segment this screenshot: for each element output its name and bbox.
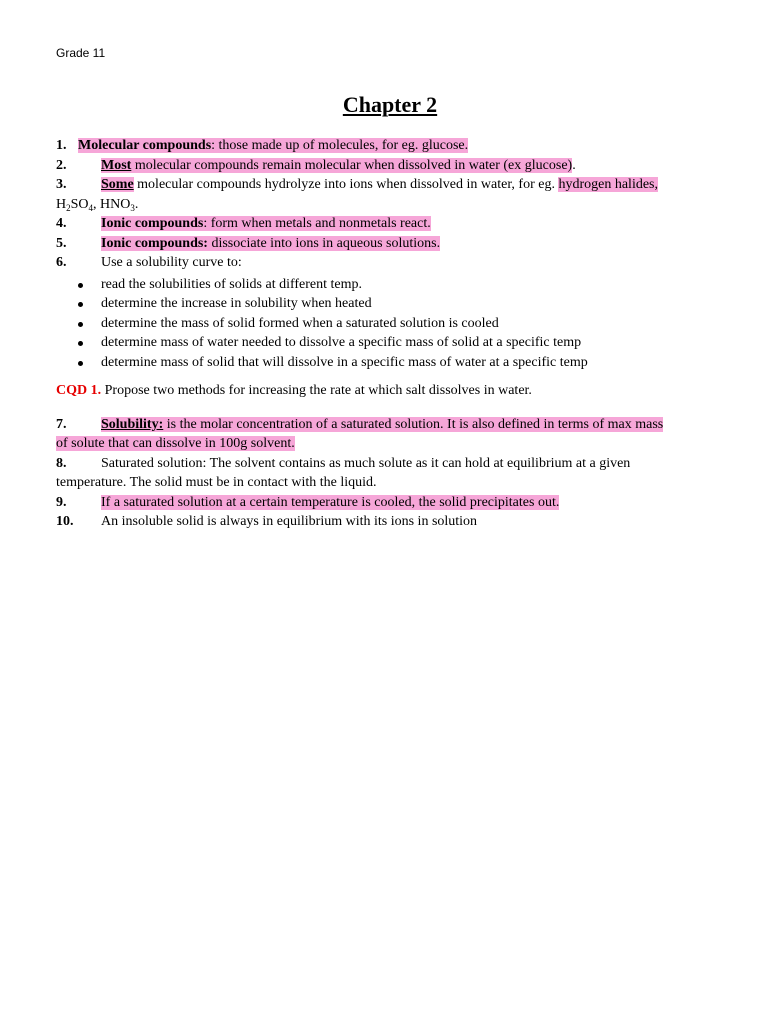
term: Ionic compounds:: [101, 235, 208, 251]
bullet-icon: [78, 283, 83, 288]
punct: .: [464, 138, 469, 153]
bullet-icon: [78, 341, 83, 346]
item-number: 5.: [56, 235, 67, 251]
item-6: [56, 253, 710, 273]
item-number: 9.: [56, 494, 67, 510]
list-item-text: read the solubilities of solids at different temp.: [101, 276, 363, 292]
list-item-text: determine the increase in solubility when heated: [101, 296, 372, 311]
item-text: dissociate into ions in aqueous solutions.: [207, 235, 441, 251]
cqd-label: CQD 1.: [56, 383, 102, 398]
subscript: 2: [66, 202, 71, 213]
bullet-list: [56, 275, 710, 373]
item-number: 10.: [56, 514, 74, 529]
term: Ionic compounds: [101, 216, 204, 231]
item-10: [56, 512, 710, 532]
list-item: [56, 275, 710, 295]
item-text: If a saturated solution at a certain temperature is cooled, the solid precipitates out.: [101, 494, 560, 510]
item-5: [56, 234, 710, 254]
list-item: [56, 314, 710, 334]
item-number: 4.: [56, 216, 67, 231]
example: glucose: [421, 138, 465, 153]
item-number: 1.: [56, 138, 67, 153]
term: Molecular compounds: [78, 138, 212, 153]
item-2: [56, 156, 710, 176]
item-1: [56, 136, 710, 156]
item-number: 6.: [56, 255, 67, 270]
subscript: 4: [88, 202, 94, 213]
item-7: [56, 415, 710, 454]
bullet-icon: [78, 302, 83, 307]
item-number: 7.: [56, 416, 67, 432]
item-text: : form when metals and nonmetals react.: [203, 216, 431, 231]
item-number: 8.: [56, 455, 67, 471]
list-item-text: determine mass of water needed to dissolve a specific mass of solid at a specific temp: [101, 335, 582, 350]
item-text: Use a solubility curve to:: [101, 255, 242, 270]
item-text: is the molar concentration of a saturated solution. It is also defined in terms of max mass: [163, 416, 664, 432]
notes-body: [56, 136, 710, 532]
grade-header: Grade 11: [56, 46, 106, 60]
item-text-continued: temperature. The solid must be in contact with the liquid.: [56, 475, 377, 490]
punct: .: [572, 157, 576, 173]
highlight: [101, 236, 440, 251]
list-item: [56, 294, 710, 314]
item-9: [56, 493, 710, 513]
term: Some: [101, 177, 134, 192]
item-text: molecular compounds remain molecular when dissolved in water (ex glucose): [131, 157, 573, 173]
example: hydrogen halides,: [558, 177, 658, 192]
item-text: Saturated solution: The solvent contains as much solute as it can hold at equilibrium at a given: [101, 455, 631, 471]
highlight: [78, 138, 468, 153]
spacer: [56, 401, 710, 415]
item-3: [56, 175, 710, 214]
punct: .: [134, 196, 139, 212]
list-item: [56, 333, 710, 353]
bullet-icon: [78, 361, 83, 366]
formula: H: [56, 196, 67, 212]
chapter-title: Chapter 2: [342, 92, 438, 117]
list-item: [56, 353, 710, 373]
item-8: [56, 454, 710, 493]
item-text: An insoluble solid is always in equilibrium with its ions in solution: [101, 514, 478, 529]
item-text-continued: of solute that can dissolve in 100g solvent.: [56, 436, 295, 451]
item-text: molecular compounds hydrolyze into ions when dissolved in water, for eg.: [133, 177, 559, 192]
bullet-icon: [78, 322, 83, 327]
list-item-text: determine mass of solid that will dissolve in a specific mass of water at a specific temp: [101, 354, 588, 370]
item-number: 3.: [56, 177, 67, 192]
subscript: 3: [130, 202, 135, 213]
highlight: [101, 417, 663, 432]
term: Solubility:: [101, 416, 164, 432]
item-4: [56, 214, 710, 234]
highlight: [101, 216, 431, 231]
formula: , HNO: [93, 196, 131, 212]
term: Most: [101, 157, 132, 173]
item-number: 2.: [56, 157, 67, 173]
list-item-text: determine the mass of solid formed when a saturated solution is cooled: [101, 315, 499, 331]
cqd-question: [56, 381, 710, 401]
formula: SO: [70, 196, 89, 212]
cqd-text: Propose two methods for increasing the rate at which salt dissolves in water.: [101, 383, 532, 398]
item-text: : those made up of molecules, for eg.: [211, 138, 422, 153]
highlight: [101, 158, 572, 173]
